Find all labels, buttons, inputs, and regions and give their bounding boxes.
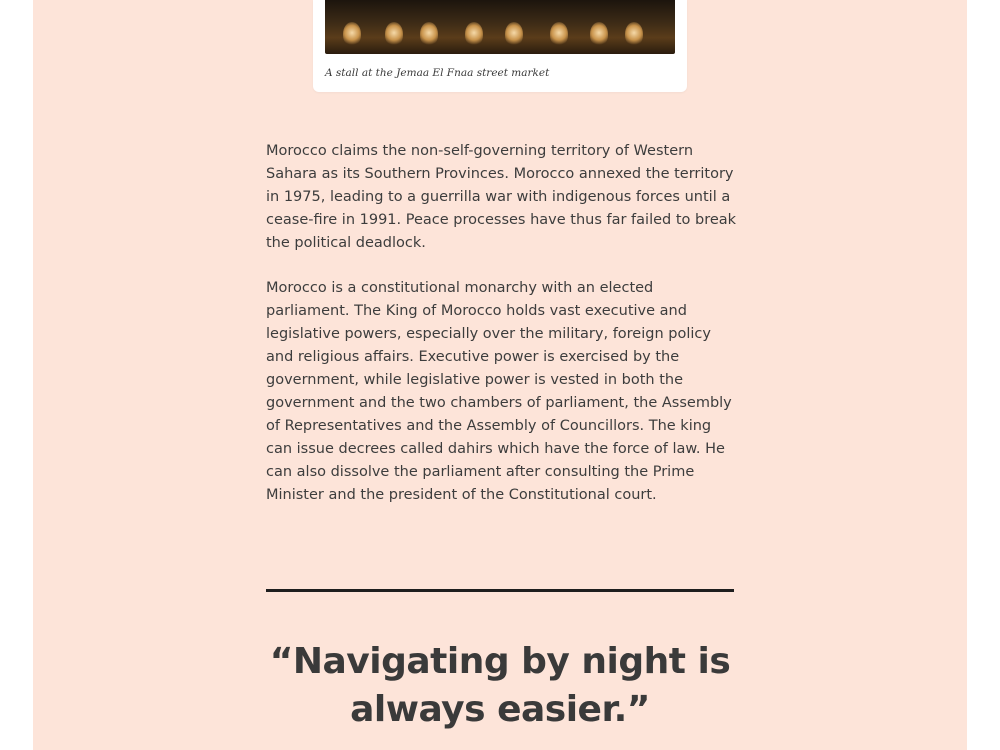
pull-quote: “Navigating by night is always easier.” bbox=[269, 641, 731, 730]
market-stall-photo bbox=[325, 0, 675, 54]
lantern-icon bbox=[550, 22, 568, 46]
lantern-icon bbox=[420, 22, 438, 46]
lantern-icon bbox=[343, 22, 361, 46]
section-divider bbox=[266, 589, 734, 592]
figure-card bbox=[313, 0, 687, 92]
article-page bbox=[33, 0, 967, 750]
lantern-icon bbox=[465, 22, 483, 46]
lantern-icon bbox=[625, 22, 643, 46]
article-body bbox=[266, 140, 741, 529]
paragraph-western-sahara: Morocco claims the non-self-governing territory of Western Sahara as its Southern Provinces. Morocco annexed the territory in 1975, leading to a guerrilla war with indigenous forces until a cease-fire in 1991. Peace processes have thus far failed to break the political deadlock. bbox=[266, 143, 737, 251]
lantern-icon bbox=[385, 22, 403, 46]
paragraph-government: Morocco is a constitutional monarchy with an elected parliament. The King of Morocco holds vast executive and legislative powers, especially over the military, foreign policy and religious affairs. Executive power is exercised by the government, while legislative power is vested in both the government and the two chambers of parliament, the Assembly of Representatives and the Assembly of Councillors. The king can issue decrees called dahirs which have the force of law. He can also dissolve the parliament after consulting the Prime Minister and the president of the Constitutional court. bbox=[266, 280, 732, 503]
lantern-icon bbox=[590, 22, 608, 46]
lantern-icon bbox=[505, 22, 523, 46]
figure-caption: A stall at the Jemaa El Fnaa street market bbox=[325, 67, 550, 79]
